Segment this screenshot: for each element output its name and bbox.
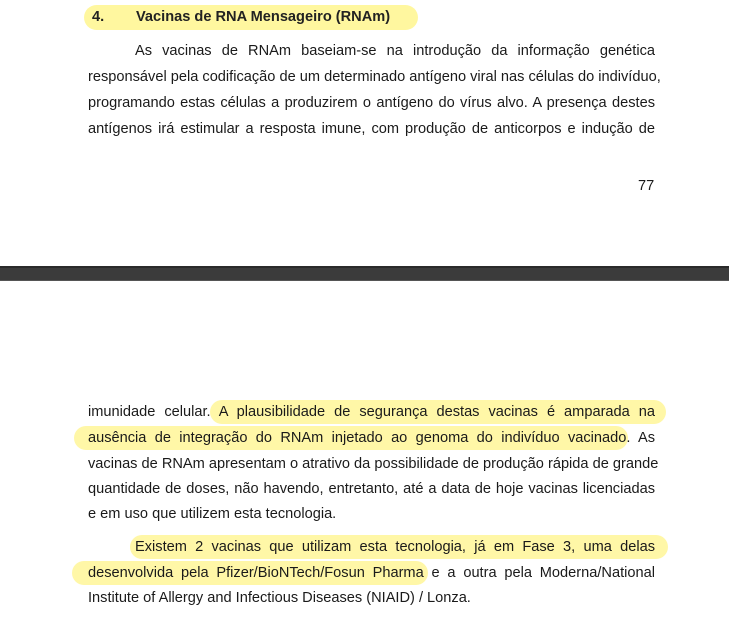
- document-page-top: [0, 0, 729, 266]
- paragraph-line: Institute of Allergy and Infectious Diseases (NIAID) / Lonza.: [88, 590, 471, 606]
- document-page-bottom: [0, 281, 729, 628]
- section-heading: [92, 8, 390, 26]
- highlighted-text: A plausibilidade de segurança destas vacinas é amparada na: [218, 404, 655, 420]
- paragraph-line: antígenos irá estimular a resposta imune, com produção de anticorpos e indução de: [88, 121, 655, 137]
- paragraph-line: [88, 403, 655, 421]
- paragraph-line: [88, 564, 655, 582]
- paragraph-line: vacinas de RNAm apresentam o atrativo da possibilidade de produção rápida de grande: [88, 456, 659, 472]
- section-title: Vacinas de RNA Mensageiro (RNAm): [136, 9, 391, 25]
- page-number: 77: [638, 178, 655, 194]
- paragraph-line: programando estas células a produzirem o antígeno do vírus alvo. A presença destes: [88, 95, 655, 111]
- paragraph-line: e em uso que utilizem esta tecnologia.: [88, 506, 337, 522]
- paragraph-line: quantidade de doses, não havendo, entretanto, até a data de hoje vacinas licenciadas: [88, 481, 655, 497]
- page-separator: [0, 266, 729, 281]
- paragraph-line: As vacinas de RNAm baseiam-se na introdução da informação genética: [135, 43, 655, 59]
- highlighted-text: ausência de integração do RNAm injetado ao genoma do indivíduo vacinado.: [88, 430, 631, 446]
- paragraph-line: [88, 429, 655, 447]
- highlighted-text: desenvolvida pela Pfizer/BioNTech/Fosun Pharma: [88, 565, 424, 581]
- text-run: imunidade celular.: [88, 404, 211, 420]
- paragraph-line: responsável pela codificação de um determinado antígeno viral nas células do indivíduo,: [88, 69, 661, 85]
- paragraph-line: Existem 2 vacinas que utilizam esta tecnologia, já em Fase 3, uma delas: [135, 539, 655, 555]
- text-run: e a outra pela Moderna/National: [431, 565, 655, 581]
- section-number: 4.: [92, 9, 105, 25]
- text-run: As: [637, 430, 656, 446]
